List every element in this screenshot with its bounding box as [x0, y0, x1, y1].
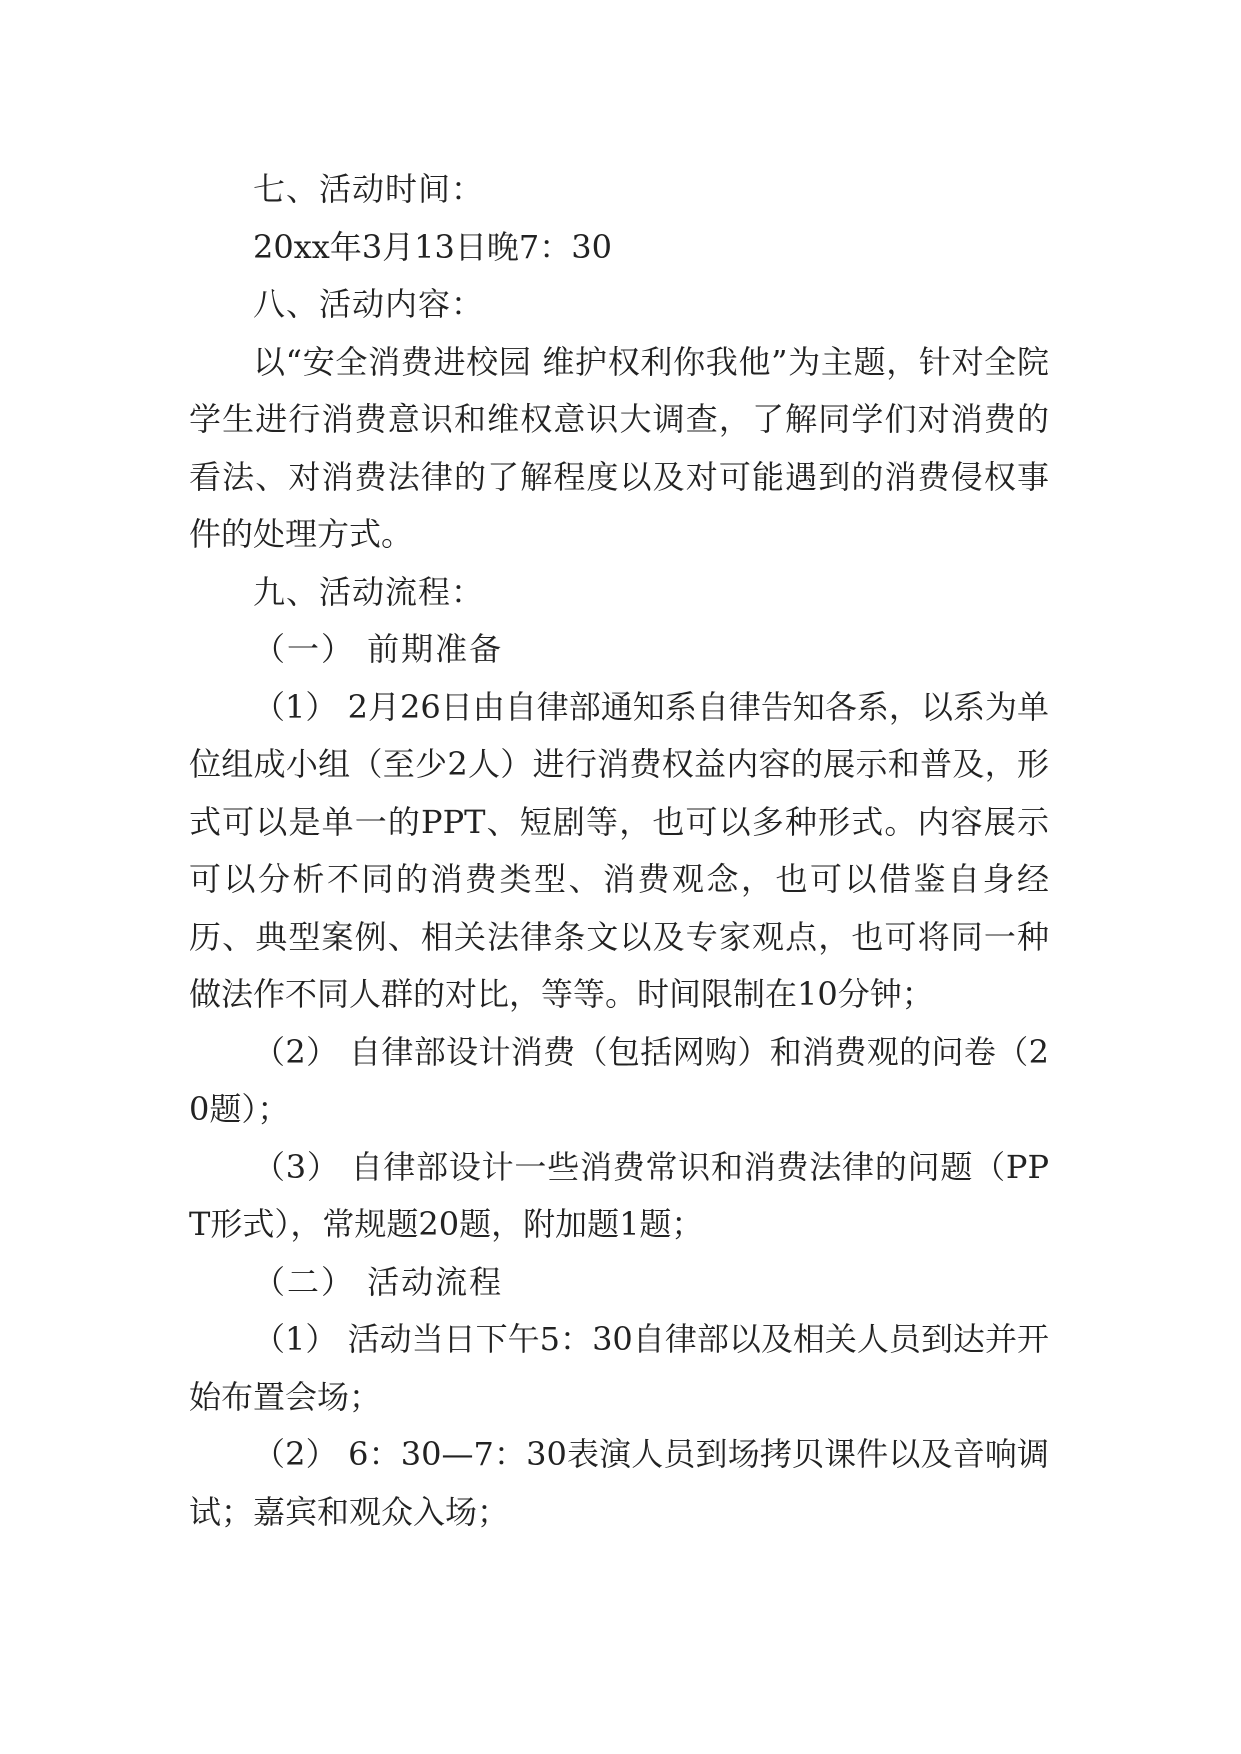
paragraph-prep-2: （2） 自律部设计消费（包括网购）和消费观的问卷（20题）；: [189, 1032, 1049, 1128]
paragraph-process-2: （2） 6：30—7：30表演人员到场拷贝课件以及音响调试；嘉宾和观众入场；: [189, 1435, 1049, 1531]
paragraph-process-1: （1） 活动当日下午5：30自律部以及相关人员到达并开始布置会场；: [189, 1320, 1049, 1416]
section-heading-content: 八、活动内容：: [253, 285, 485, 323]
paragraph-prep-1: （1） 2月26日由自律部通知系自律告知各系，以系为单位组成小组（至少2人）进行消费权益内容的展示和普及，形式可以是单一的PPT、短剧等，也可以多种形式。内容展示可以分析不同的消费类型、消费观念，也可以借鉴自身经历、典型案例、相关法律条文以及专家观点，也可将同一种做法作不同人群的对比，等等。时间限制在10分钟；: [189, 687, 1049, 1013]
section-heading-process: 九、活动流程：: [253, 572, 485, 611]
document-body: [189, 161, 1049, 1541]
paragraph-time: 20xx年3月13日晚7：30: [253, 227, 612, 266]
subheading-preparation: （一） 前期准备: [253, 630, 504, 668]
paragraph-prep-3: （3） 自律部设计一些消费常识和消费法律的问题（PPT形式），常规题20题，附加题1题；: [189, 1147, 1049, 1243]
subheading-process: （二） 活动流程: [253, 1262, 504, 1301]
section-heading-time: 七、活动时间：: [253, 170, 485, 208]
paragraph-content: 以“安全消费进校园 维护权利你我他”为主题，针对全院学生进行消费意识和维权意识大调查，了解同学们对消费的看法、对消费法律的了解程度以及对可能遇到的消费侵权事件的处理方式。: [189, 342, 1049, 553]
